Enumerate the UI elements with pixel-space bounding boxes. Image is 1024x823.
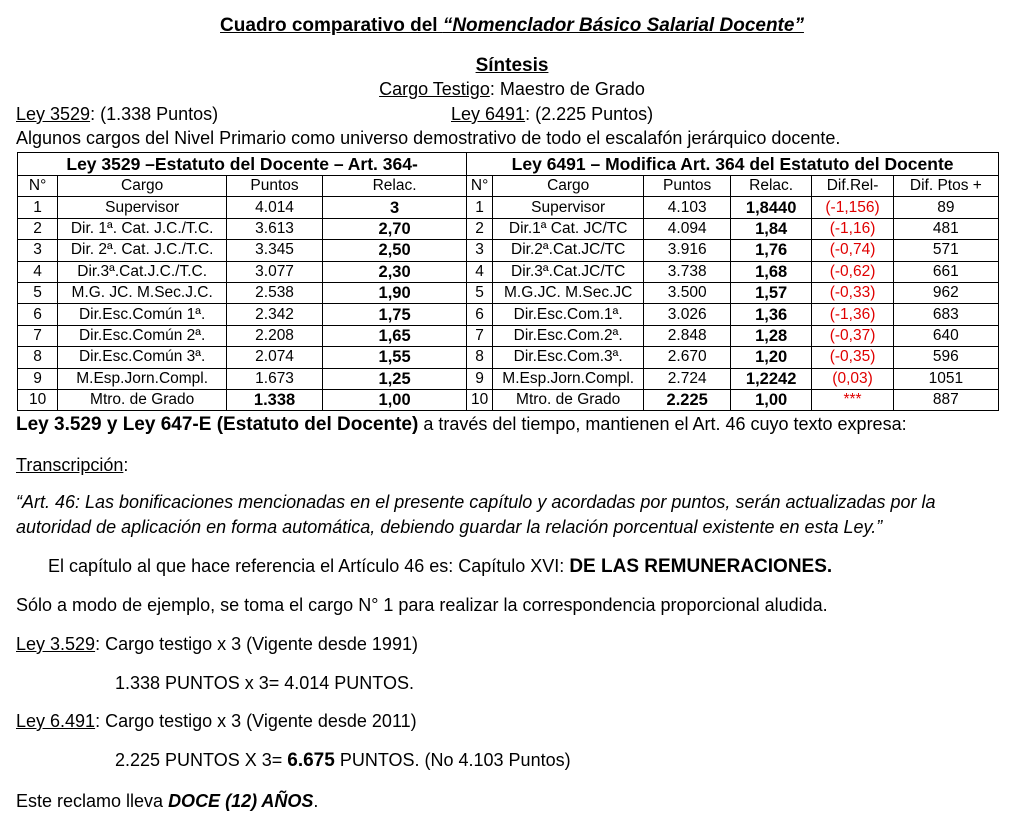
table-cell: 1,28: [730, 325, 811, 346]
table-row: [18, 240, 999, 261]
ley-6491-line-label: Ley 6.491: [16, 711, 96, 731]
table-cell: 6: [18, 304, 58, 325]
table-cell: 1,55: [322, 347, 466, 368]
table-cell: 2.208: [227, 325, 323, 346]
table-cell: 2: [467, 218, 493, 239]
ley-3529-points: [16, 104, 218, 125]
table-row: [18, 282, 999, 303]
calc2-bold: 6.675: [287, 750, 335, 771]
table-cell: Dir. 1ª. Cat. J.C./T.C.: [58, 218, 227, 239]
document-title: [0, 15, 1024, 37]
table-cell: (-1,156): [812, 197, 893, 218]
ley-3529-line-rest: : Cargo testigo x 3 (Vigente desde 1991): [95, 634, 418, 654]
table-cell: Dir. 2ª. Cat. J.C./T.C.: [58, 240, 227, 261]
column-header: N°: [467, 176, 493, 197]
table-cell: Supervisor: [58, 197, 227, 218]
ley-6491-points: [451, 104, 653, 125]
table-cell: 9: [18, 368, 58, 389]
table-cell: (-1,16): [812, 218, 893, 239]
table-cell: 1,8440: [730, 197, 811, 218]
table-cell: Dir.2ª.Cat.JC/TC: [492, 240, 643, 261]
synthesis-heading: [0, 55, 1024, 77]
column-header: Cargo: [58, 176, 227, 197]
comparison-table: [17, 152, 999, 411]
ley-statement: [16, 414, 907, 436]
reclamo-line: [16, 791, 318, 812]
table-cell: 1,00: [322, 389, 466, 410]
table-cell: 683: [893, 304, 998, 325]
table-cell: 2,30: [322, 261, 466, 282]
column-header: Dif. Ptos +: [893, 176, 998, 197]
table-cell: 4.014: [227, 197, 323, 218]
table-cell: (-0,74): [812, 240, 893, 261]
table-cell: 2.074: [227, 347, 323, 368]
table-cell: 1,2242: [730, 368, 811, 389]
table-cell: 7: [467, 325, 493, 346]
table-cell: 10: [467, 389, 493, 410]
calculation-2: [115, 750, 571, 772]
transcripcion-label: Transcripción: [16, 455, 124, 475]
table-cell: 2.724: [644, 368, 731, 389]
right-table-title: Ley 6491 – Modifica Art. 364 del Estatuto del Docente: [467, 153, 999, 176]
table-cell: Dir.Esc.Común 1ª.: [58, 304, 227, 325]
cargo-testigo-label: Cargo Testigo: [379, 79, 490, 99]
table-cell: M.Esp.Jorn.Compl.: [58, 368, 227, 389]
table-cell: M.G. JC. M.Sec.J.C.: [58, 282, 227, 303]
column-header: Puntos: [227, 176, 323, 197]
table-cell: 2.225: [644, 389, 731, 410]
column-header: Puntos: [644, 176, 731, 197]
table-cell: Dir.3ª.Cat.JC/TC: [492, 261, 643, 282]
table-cell: 1051: [893, 368, 998, 389]
table-row: [18, 304, 999, 325]
table-cell: 3.916: [644, 240, 731, 261]
table-row: [18, 261, 999, 282]
capitulo-bold: DE LAS REMUNERACIONES.: [569, 556, 833, 577]
column-header: N°: [18, 176, 58, 197]
table-cell: 6: [467, 304, 493, 325]
table-cell: 1,65: [322, 325, 466, 346]
table-row: [18, 218, 999, 239]
ley-statement-rest: a través del tiempo, mantienen el Art. 46 cuyo texto expresa:: [418, 414, 907, 434]
table-row: [18, 325, 999, 346]
table-cell: 1,84: [730, 218, 811, 239]
table-cell: 1,25: [322, 368, 466, 389]
table-cell: 4.103: [644, 197, 731, 218]
example-line: Sólo a modo de ejemplo, se toma el cargo N° 1 para realizar la correspondencia proporcional aludida.: [16, 595, 828, 615]
table-cell: 481: [893, 218, 998, 239]
table-cell: 1,75: [322, 304, 466, 325]
table-title-row: [18, 153, 999, 176]
intro-text: Algunos cargos del Nivel Primario como universo demostrativo de todo el escalafón jerárquico docente.: [16, 128, 841, 148]
table-cell: 3.077: [227, 261, 323, 282]
calc2-post: PUNTOS. (No 4.103 Puntos): [334, 750, 571, 770]
table-cell: Dir.Esc.Común 3ª.: [58, 347, 227, 368]
column-header: Relac.: [730, 176, 811, 197]
column-header: Relac.: [322, 176, 466, 197]
table-cell: 3.738: [644, 261, 731, 282]
table-cell: 89: [893, 197, 998, 218]
table-cell: 3.345: [227, 240, 323, 261]
quote-line-1: “Art. 46: Las bonificaciones mencionadas en el presente capítulo y acordadas por puntos, serán actualizadas por la: [16, 492, 936, 512]
table-cell: Dir.Esc.Com.2ª.: [492, 325, 643, 346]
table-cell: 661: [893, 261, 998, 282]
table-cell: 5: [18, 282, 58, 303]
table-row: [18, 197, 999, 218]
table-cell: 1,68: [730, 261, 811, 282]
table-cell: 1: [467, 197, 493, 218]
table-cell: 5: [467, 282, 493, 303]
table-cell: 8: [467, 347, 493, 368]
cargo-testigo-line: [0, 79, 1024, 100]
table-cell: 640: [893, 325, 998, 346]
table-cell: 3.026: [644, 304, 731, 325]
table-cell: (0,03): [812, 368, 893, 389]
ley-3529-line-label: Ley 3.529: [16, 634, 96, 654]
table-cell: Dir.Esc.Com.1ª.: [492, 304, 643, 325]
table-cell: 2.538: [227, 282, 323, 303]
table-cell: 3: [18, 240, 58, 261]
table-cell: Dir.Esc.Común 2ª.: [58, 325, 227, 346]
table-cell: Mtro. de Grado: [492, 389, 643, 410]
table-cell: (-1,36): [812, 304, 893, 325]
table-cell: 9: [467, 368, 493, 389]
table-cell: 1.673: [227, 368, 323, 389]
ley-6491-line-rest: : Cargo testigo x 3 (Vigente desde 2011): [95, 711, 417, 731]
table-cell: 1,36: [730, 304, 811, 325]
table-cell: 3.500: [644, 282, 731, 303]
reclamo-pre: Este reclamo lleva: [16, 791, 169, 811]
table-cell: (-0,62): [812, 261, 893, 282]
ley-6491-label: Ley 6491: [451, 104, 526, 124]
ley-statement-bold: Ley 3.529 y Ley 647-E (Estatuto del Docente): [16, 414, 419, 435]
table-cell: Mtro. de Grado: [58, 389, 227, 410]
table-cell: 2.670: [644, 347, 731, 368]
table-cell: 4: [467, 261, 493, 282]
ley-3529-label: Ley 3529: [16, 104, 91, 124]
capitulo-line: [48, 556, 832, 578]
table-cell: 1: [18, 197, 58, 218]
table-row: [18, 389, 999, 410]
table-cell: (-0,35): [812, 347, 893, 368]
ley-3529-value: : (1.338 Puntos): [90, 104, 219, 124]
table-cell: 3.613: [227, 218, 323, 239]
table-cell: 887: [893, 389, 998, 410]
ley-6491-line: [16, 711, 417, 732]
synthesis-text: Síntesis: [475, 55, 549, 76]
table-cell: 1,90: [322, 282, 466, 303]
cargo-testigo-value: : Maestro de Grado: [489, 79, 645, 99]
table-cell: 7: [18, 325, 58, 346]
left-table-title: Ley 3529 –Estatuto del Docente – Art. 364-: [18, 153, 467, 176]
table-cell: 3: [322, 197, 466, 218]
table-cell: 2.848: [644, 325, 731, 346]
table-cell: 1,00: [730, 389, 811, 410]
table-cell: (-0,37): [812, 325, 893, 346]
ley-3529-line: [16, 634, 418, 655]
table-cell: 4: [18, 261, 58, 282]
table-cell: 2,70: [322, 218, 466, 239]
table-cell: Dir.1ª Cat. JC/TC: [492, 218, 643, 239]
table-cell: ***: [812, 389, 893, 410]
calculation-1: 1.338 PUNTOS x 3= 4.014 PUNTOS.: [115, 673, 414, 693]
table-cell: 3: [467, 240, 493, 261]
table-cell: M.Esp.Jorn.Compl.: [492, 368, 643, 389]
table-cell: 2,50: [322, 240, 466, 261]
table-cell: M.G.JC. M.Sec.JC: [492, 282, 643, 303]
table-cell: 1,76: [730, 240, 811, 261]
transcripcion-colon: :: [123, 455, 129, 475]
table-row: [18, 347, 999, 368]
title-italic: “Nomenclador Básico Salarial Docente”: [442, 15, 804, 36]
table-cell: 1,20: [730, 347, 811, 368]
transcripcion-heading: [16, 455, 128, 476]
table-cell: Supervisor: [492, 197, 643, 218]
table-cell: 2: [18, 218, 58, 239]
table-cell: (-0,33): [812, 282, 893, 303]
column-header-row: [18, 176, 999, 197]
table-cell: 1,57: [730, 282, 811, 303]
table-cell: 596: [893, 347, 998, 368]
capitulo-text: El capítulo al que hace referencia el Artículo 46 es: Capítulo XVI:: [48, 556, 570, 576]
table-cell: 8: [18, 347, 58, 368]
table-cell: Dir.Esc.Com.3ª.: [492, 347, 643, 368]
table-cell: 10: [18, 389, 58, 410]
reclamo-post: .: [313, 791, 319, 811]
table-cell: 4.094: [644, 218, 731, 239]
table-cell: 1.338: [227, 389, 323, 410]
column-header: Cargo: [492, 176, 643, 197]
table-row: [18, 368, 999, 389]
table-cell: 2.342: [227, 304, 323, 325]
ley-6491-value: : (2.225 Puntos): [525, 104, 654, 124]
calc2-pre: 2.225 PUNTOS X 3=: [115, 750, 288, 770]
title-prefix: Cuadro comparativo del: [220, 15, 443, 36]
table-cell: Dir.3ª.Cat.J.C./T.C.: [58, 261, 227, 282]
column-header: Dif.Rel-: [812, 176, 893, 197]
reclamo-bold: DOCE (12) AÑOS: [168, 791, 314, 811]
quote-line-2: autoridad de aplicación en forma automática, debiendo guardar la relación porcentual existente en esta Ley.”: [16, 517, 883, 537]
table-cell: 571: [893, 240, 998, 261]
table-cell: 962: [893, 282, 998, 303]
